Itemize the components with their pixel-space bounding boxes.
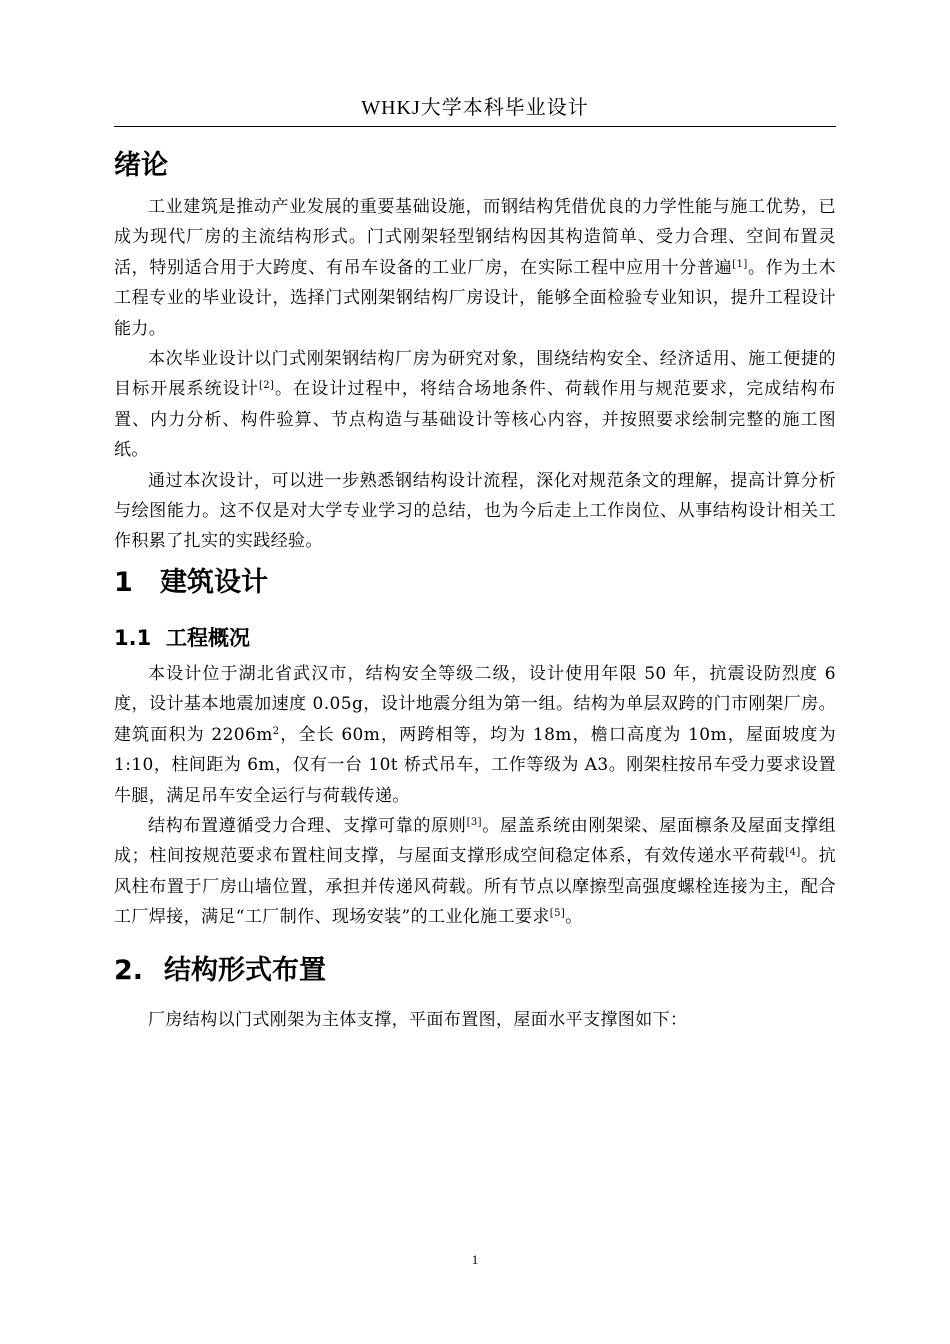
- intro-paragraph-1: [114, 192, 836, 344]
- citation-5[interactable]: [5]: [549, 908, 566, 920]
- section-1-1-number: 1.1: [114, 625, 152, 650]
- section-1-number: 1: [114, 566, 133, 598]
- section-1-1-paragraph-1-text: 本设计位于湖北省武汉市，结构安全等级二级，设计使用年限 50 年，抗震设防烈度 6 度，设计基本地震加速度 0.05g，设计地震分组为第一组。结构为单层双跨的门市刚架厂房。建筑面积为 2206m: [114, 663, 836, 745]
- header-title: WHKJ大学本科毕业设计: [361, 97, 589, 119]
- intro-paragraph-2-tail: 。在设计过程中，将结合场地条件、荷载作用与规范要求，完成结构布置、内力分析、构件验算、节点构造与基础设计等核心内容，并按照要求绘制完整的施工图纸。: [114, 379, 836, 461]
- section-2-paragraph: 厂房结构以门式刚架为主体支撑，平面布置图，屋面水平支撑图如下：: [148, 1009, 688, 1030]
- citation-4[interactable]: [4]: [785, 847, 801, 859]
- section-1-heading: [114, 559, 836, 607]
- section-1-1-paragraph-1: [114, 659, 836, 811]
- page-number: 1: [471, 1252, 479, 1267]
- section-1-1-paragraph-2-mid2: 。抗风柱布置于厂房山墙位置，承担并传递风荷载。所有节点以摩擦型高强度螺栓连接为主，配合工厂焊接，满足“工厂制作、现场安装”的工业化施工要求: [114, 846, 836, 928]
- section-2-number: 2.: [114, 954, 144, 986]
- intro-paragraph-2: [114, 344, 836, 466]
- section-1-1-paragraph-2-mid: 。屋盖系统由刚架梁、屋面檩条及屋面支撑组成；柱间按规范要求布置柱间支撑，与屋面支撑形成空间稳定体系，有效传递水平荷载: [114, 815, 836, 867]
- section-2-title: 结构形式布置: [164, 954, 326, 986]
- section-1-1-paragraph-2: [114, 811, 836, 933]
- intro-paragraph-3: 通过本次设计，可以进一步熟悉钢结构设计流程，深化对规范条文的理解，提高计算分析与绘图能力。这不仅是对大学专业学习的总结，也为今后走上工作岗位、从事结构设计相关工作积累了扎实的实践经验。: [114, 470, 836, 552]
- area-superscript: 2: [272, 725, 280, 737]
- section-1-title: 建筑设计: [160, 566, 268, 598]
- section-1-1-heading: [114, 617, 836, 659]
- intro-paragraph-1-tail: 。作为土木工程专业的毕业设计，选择门式刚架钢结构厂房设计，能够全面检验专业知识，提升工程设计能力。: [114, 257, 836, 339]
- section-1-1-paragraph-2-text: 结构布置遵循受力合理、支撑可靠的原则: [148, 815, 467, 836]
- section-1-1-title: 工程概况: [166, 625, 250, 650]
- section-1-1-paragraph-1-tail: ，全长 60m，两跨相等，均为 18m，檐口高度为 10m，屋面坡度为 1:10，柱间距为 6m，仅有一台 10t 桥式吊车，工作等级为 A3。刚架柱按吊车受力要求设置牛腿，满足吊车安全运行与荷载传递。: [114, 724, 837, 806]
- section-1-1-paragraph-2-end: 。: [565, 907, 583, 928]
- intro-paragraph-2-text: 本次毕业设计以门式刚架钢结构厂房为研究对象，围绕结构安全、经济适用、施工便捷的目标开展系统设计: [114, 349, 836, 400]
- citation-1[interactable]: [1]: [732, 258, 748, 270]
- intro-heading: 绪论: [114, 150, 168, 181]
- citation-3[interactable]: [3]: [466, 816, 482, 828]
- citation-2[interactable]: [2]: [258, 380, 275, 392]
- document-body: [114, 142, 836, 1035]
- page-header: [114, 94, 836, 127]
- intro-paragraph-1-text: 工业建筑是推动产业发展的重要基础设施，而钢结构凭借优良的力学性能与施工优势，已成为现代厂房的主流结构形式。门式刚架轻型钢结构因其构造简单、受力合理、空间布置灵活，特别适合用于大跨度、有吊车设备的工业厂房，在实际工程中应用十分普遍: [114, 197, 836, 278]
- section-2-heading: [114, 947, 836, 995]
